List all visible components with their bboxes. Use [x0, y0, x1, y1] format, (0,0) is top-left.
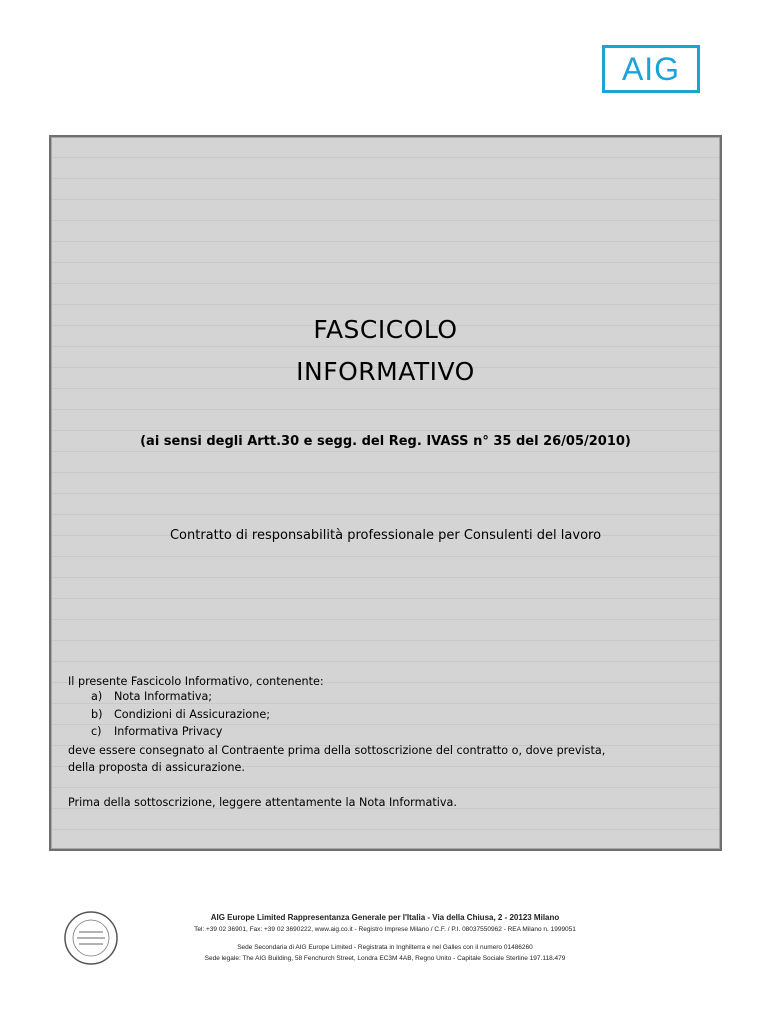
footer-branch-line: Sede Secondaria di AIG Europe Limited - Registrata in Inghilterra e nel Galles con il numero 01486260 [237, 944, 533, 951]
delivery-line-1: deve essere consegnato al Contraente prima della sottoscrizione del contratto o, dove prevista, [68, 744, 606, 757]
cover-panel [49, 135, 722, 851]
contract-type: Contratto di responsabilità professionale per Consulenti del lavoro [169, 528, 602, 543]
title-line-1: FASCICOLO [313, 315, 458, 344]
list-marker-c: c) [91, 725, 102, 738]
advice-text: Prima della sottoscrizione, leggere attentamente la Nota Informativa. [68, 796, 457, 809]
list-marker-b: b) [91, 708, 103, 721]
list-marker-a: a) [91, 690, 103, 703]
regulation-subtitle: (ai sensi degli Artt.30 e segg. del Reg. IVASS n° 35 del 26/05/2010) [140, 434, 631, 449]
footer-contact-line: Tel: +39 02 36901, Fax: +39 02 3690222, www.aig.co.it - Registro Imprese Milano / C.F. / P.I. 08037550962 - REA Milano n. 1999051 [194, 926, 576, 933]
footer-legal-line: Sede legale: The AIG Building, 58 Fenchurch Street, Londra EC3M 4AB, Regno Unito - Capitale Sociale Sterline 197.118.479 [204, 955, 566, 962]
list-item-privacy: Informativa Privacy [114, 725, 223, 738]
aig-logo: AIG [602, 45, 700, 93]
title-line-2: INFORMATIVO [296, 357, 475, 386]
list-item-condizioni: Condizioni di Assicurazione; [114, 708, 270, 721]
footer-company-line: AIG Europe Limited Rappresentanza Generale per l'Italia - Via della Chiusa, 2 - 20123 Milano [210, 913, 560, 922]
intro-text: Il presente Fascicolo Informativo, contenente: [68, 675, 324, 688]
list-item-nota-informativa: Nota Informativa; [114, 690, 213, 703]
delivery-line-2: della proposta di assicurazione. [68, 761, 245, 774]
